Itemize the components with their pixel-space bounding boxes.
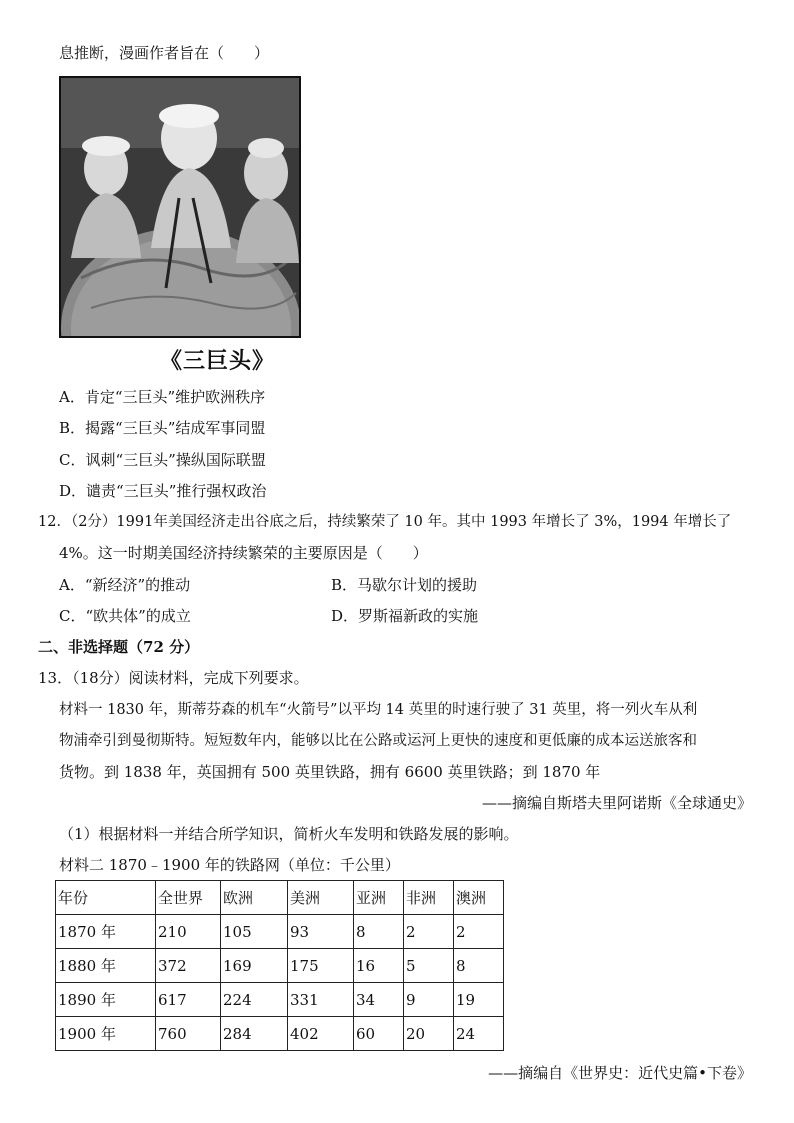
section-heading: 二、非选择题（72 分） bbox=[38, 638, 200, 656]
table-cell: 175 bbox=[288, 949, 354, 983]
table-cell: 331 bbox=[288, 983, 354, 1017]
q11-option-c: C．讽刺“三巨头”操纵国际联盟 bbox=[59, 451, 266, 469]
table-cell: 1890 年 bbox=[56, 983, 156, 1017]
table-cell: 93 bbox=[288, 915, 354, 949]
material1-line1: 材料一 1830 年，斯蒂芬森的机车“火箭号”以平均 14 英里的时速行驶了 31 英里，将一列火车从利 bbox=[59, 702, 698, 718]
table-cell: 5 bbox=[404, 949, 454, 983]
q12-stem-line1: 12．（2分）1991年美国经济走出谷底之后，持续繁荣了 10 年。其中 1993 年增长了 3%，1994 年增长了 bbox=[38, 514, 732, 530]
material1-line3: 货物。到 1838 年，英国拥有 500 英里铁路，拥有 6600 英里铁路；到 1870 年 bbox=[59, 763, 601, 781]
material2-source: ——摘编自《世界史：近代史篇•下卷》 bbox=[488, 1064, 752, 1082]
table-row bbox=[56, 983, 504, 1017]
table-cell: 224 bbox=[221, 983, 288, 1017]
table-cell: 16 bbox=[354, 949, 404, 983]
table-cell: 284 bbox=[221, 1017, 288, 1051]
header-cell: 非洲 bbox=[404, 881, 454, 915]
table-cell: 20 bbox=[404, 1017, 454, 1051]
table-cell: 210 bbox=[156, 915, 221, 949]
material1-line2: 物浦牵引到曼彻斯特。短短数年内，能够以比在公路或运河上更快的速度和更低廉的成本运送旅客和 bbox=[59, 733, 697, 749]
table-row bbox=[56, 915, 504, 949]
table-cell: 9 bbox=[404, 983, 454, 1017]
header-cell: 亚洲 bbox=[354, 881, 404, 915]
q11-option-a: A．肯定“三巨头”维护欧洲秩序 bbox=[59, 388, 266, 406]
q12-option-a: A．“新经济”的推动 bbox=[59, 576, 191, 594]
q12-option-c: C．“欧共体”的成立 bbox=[59, 607, 191, 625]
q11-option-d: D．谴责“三巨头”推行强权政治 bbox=[59, 482, 267, 500]
material1-source: ——摘编自斯塔夫里阿诺斯《全球通史》 bbox=[481, 794, 752, 812]
table-cell: 105 bbox=[221, 915, 288, 949]
q12-option-d: D．罗斯福新政的实施 bbox=[331, 607, 479, 625]
table-cell: 760 bbox=[156, 1017, 221, 1051]
q12-stem-line2: 4%。这一时期美国经济持续繁荣的主要原因是（ ） bbox=[59, 544, 428, 562]
table-cell: 34 bbox=[354, 983, 404, 1017]
material2-title: 材料二 1870﹣1900 年的铁路网（单位：千公里） bbox=[59, 856, 400, 874]
question-intro-tail: 息推断，漫画作者旨在（ ） bbox=[59, 44, 270, 62]
table-cell: 24 bbox=[454, 1017, 504, 1051]
sub-question-1: （1）根据材料一并结合所学知识，简析火车发明和铁路发展的影响。 bbox=[59, 825, 519, 843]
header-cell: 美洲 bbox=[288, 881, 354, 915]
table-cell: 19 bbox=[454, 983, 504, 1017]
header-cell: 澳洲 bbox=[454, 881, 504, 915]
table-cell: 402 bbox=[288, 1017, 354, 1051]
table-cell: 2 bbox=[454, 915, 504, 949]
table-cell: 617 bbox=[156, 983, 221, 1017]
q11-option-b: B．揭露“三巨头”结成军事同盟 bbox=[59, 419, 266, 437]
table-row bbox=[56, 949, 504, 983]
table-cell: 372 bbox=[156, 949, 221, 983]
header-cell: 年份 bbox=[56, 881, 156, 915]
table-cell: 2 bbox=[404, 915, 454, 949]
q13-stem: 13．（18分）阅读材料，完成下列要求。 bbox=[38, 669, 309, 687]
table-cell: 60 bbox=[354, 1017, 404, 1051]
three-leaders-cartoon bbox=[59, 76, 301, 338]
table-header-row bbox=[56, 881, 504, 915]
header-cell: 全世界 bbox=[156, 881, 221, 915]
table-cell: 169 bbox=[221, 949, 288, 983]
railway-table bbox=[55, 880, 504, 1051]
table-cell: 1900 年 bbox=[56, 1017, 156, 1051]
header-cell: 欧洲 bbox=[221, 881, 288, 915]
q12-option-b: B．马歇尔计划的援助 bbox=[331, 576, 478, 594]
table-cell: 8 bbox=[354, 915, 404, 949]
table-cell: 1870 年 bbox=[56, 915, 156, 949]
cartoon-caption: 《三巨头》 bbox=[160, 349, 276, 374]
table-cell: 8 bbox=[454, 949, 504, 983]
table-cell: 1880 年 bbox=[56, 949, 156, 983]
table-row bbox=[56, 1017, 504, 1051]
